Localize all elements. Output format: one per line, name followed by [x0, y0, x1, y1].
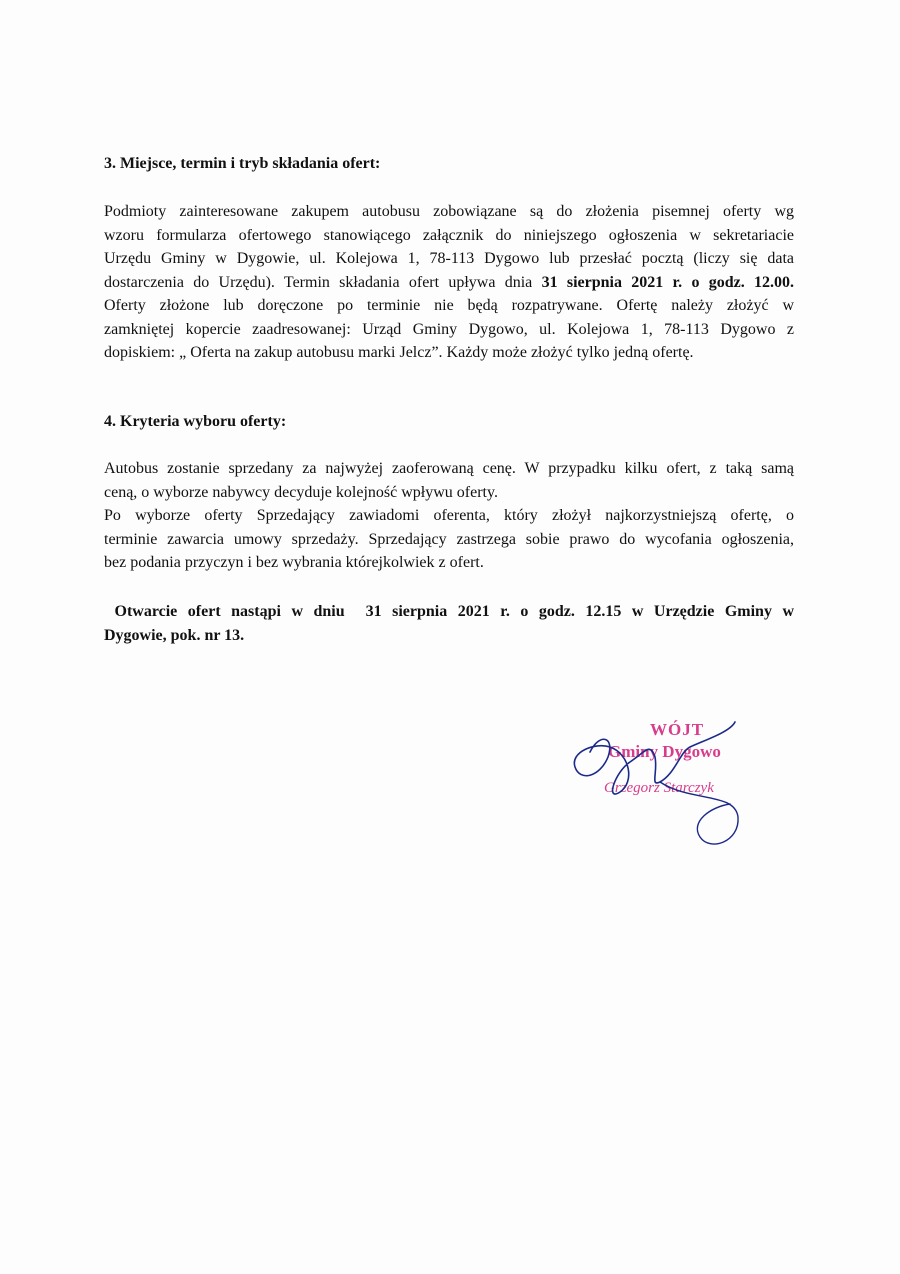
stamp-office: Gminy Dygowo	[608, 742, 721, 761]
section-4-heading: 4. Kryteria wyboru oferty:	[104, 413, 287, 430]
section-4-body	[104, 457, 794, 575]
opening-line: Otwarcie ofert nastąpi w dniu 31 sierpnia 2021 r. o godz. 12.15 w Urzędzie Gminy w	[104, 603, 794, 620]
deadline-date: 31 sierpnia 2021 r. o godz. 12.00.	[541, 273, 795, 291]
section-3-line: dopiskiem: „ Oferta na zakup autobusu marki Jelcz”. Każdy może złożyć tylko jedną ofertę.	[104, 344, 694, 361]
section-3-line: Urzędu Gminy w Dygowie, ul. Kolejowa 1, 78-113 Dygowo lub przesłać pocztą (liczy się data	[104, 250, 794, 267]
handwritten-signature	[560, 712, 760, 852]
stamp-title: WÓJT	[650, 720, 705, 739]
section-3-line: Oferty złożone lub doręczone po terminie nie będą rozpatrywane. Ofertę należy złożyć w	[104, 297, 794, 314]
section-3-body	[104, 200, 794, 365]
section-4-line: Autobus zostanie sprzedany za najwyżej zaoferowaną cenę. W przypadku kilku ofert, z taką samą	[104, 460, 794, 477]
section-3-line: Podmioty zainteresowane zakupem autobusu zobowiązane są do złożenia pisemnej oferty wg	[104, 203, 794, 220]
section-4-line: bez podania przyczyn i bez wybrania którejkolwiek z ofert.	[104, 554, 484, 571]
section-3-heading: 3. Miejsce, termin i tryb składania ofert:	[104, 155, 381, 172]
stamp-name: Grzegorz Starczyk	[604, 780, 714, 796]
section-4-line: ceną, o wyborze nabywcy decyduje kolejność wpływu oferty.	[104, 483, 498, 501]
section-3-deadline-line	[104, 271, 794, 295]
section-4-line: Po wyborze oferty Sprzedający zawiadomi oferenta, który złożył najkorzystniejszą ofertę, o	[104, 507, 794, 524]
section-4-line: terminie zawarcia umowy sprzedaży. Sprzedający zastrzega sobie prawo do wycofania ogłoszenia,	[104, 530, 794, 548]
opening-notice	[104, 600, 794, 647]
section-3-line: zamkniętej kopercie zaadresowanej: Urząd Gminy Dygowo, ul. Kolejowa 1, 78-113 Dygowo z	[104, 320, 794, 338]
opening-line: Dygowie, pok. nr 13.	[104, 626, 245, 644]
section-3-line: wzoru formularza ofertowego stanowiącego załącznik do niniejszego ogłoszenia w sekretariacie	[104, 226, 794, 244]
deadline-intro: dostarczenia do Urzędu). Termin składania ofert upływa dnia	[104, 273, 542, 291]
